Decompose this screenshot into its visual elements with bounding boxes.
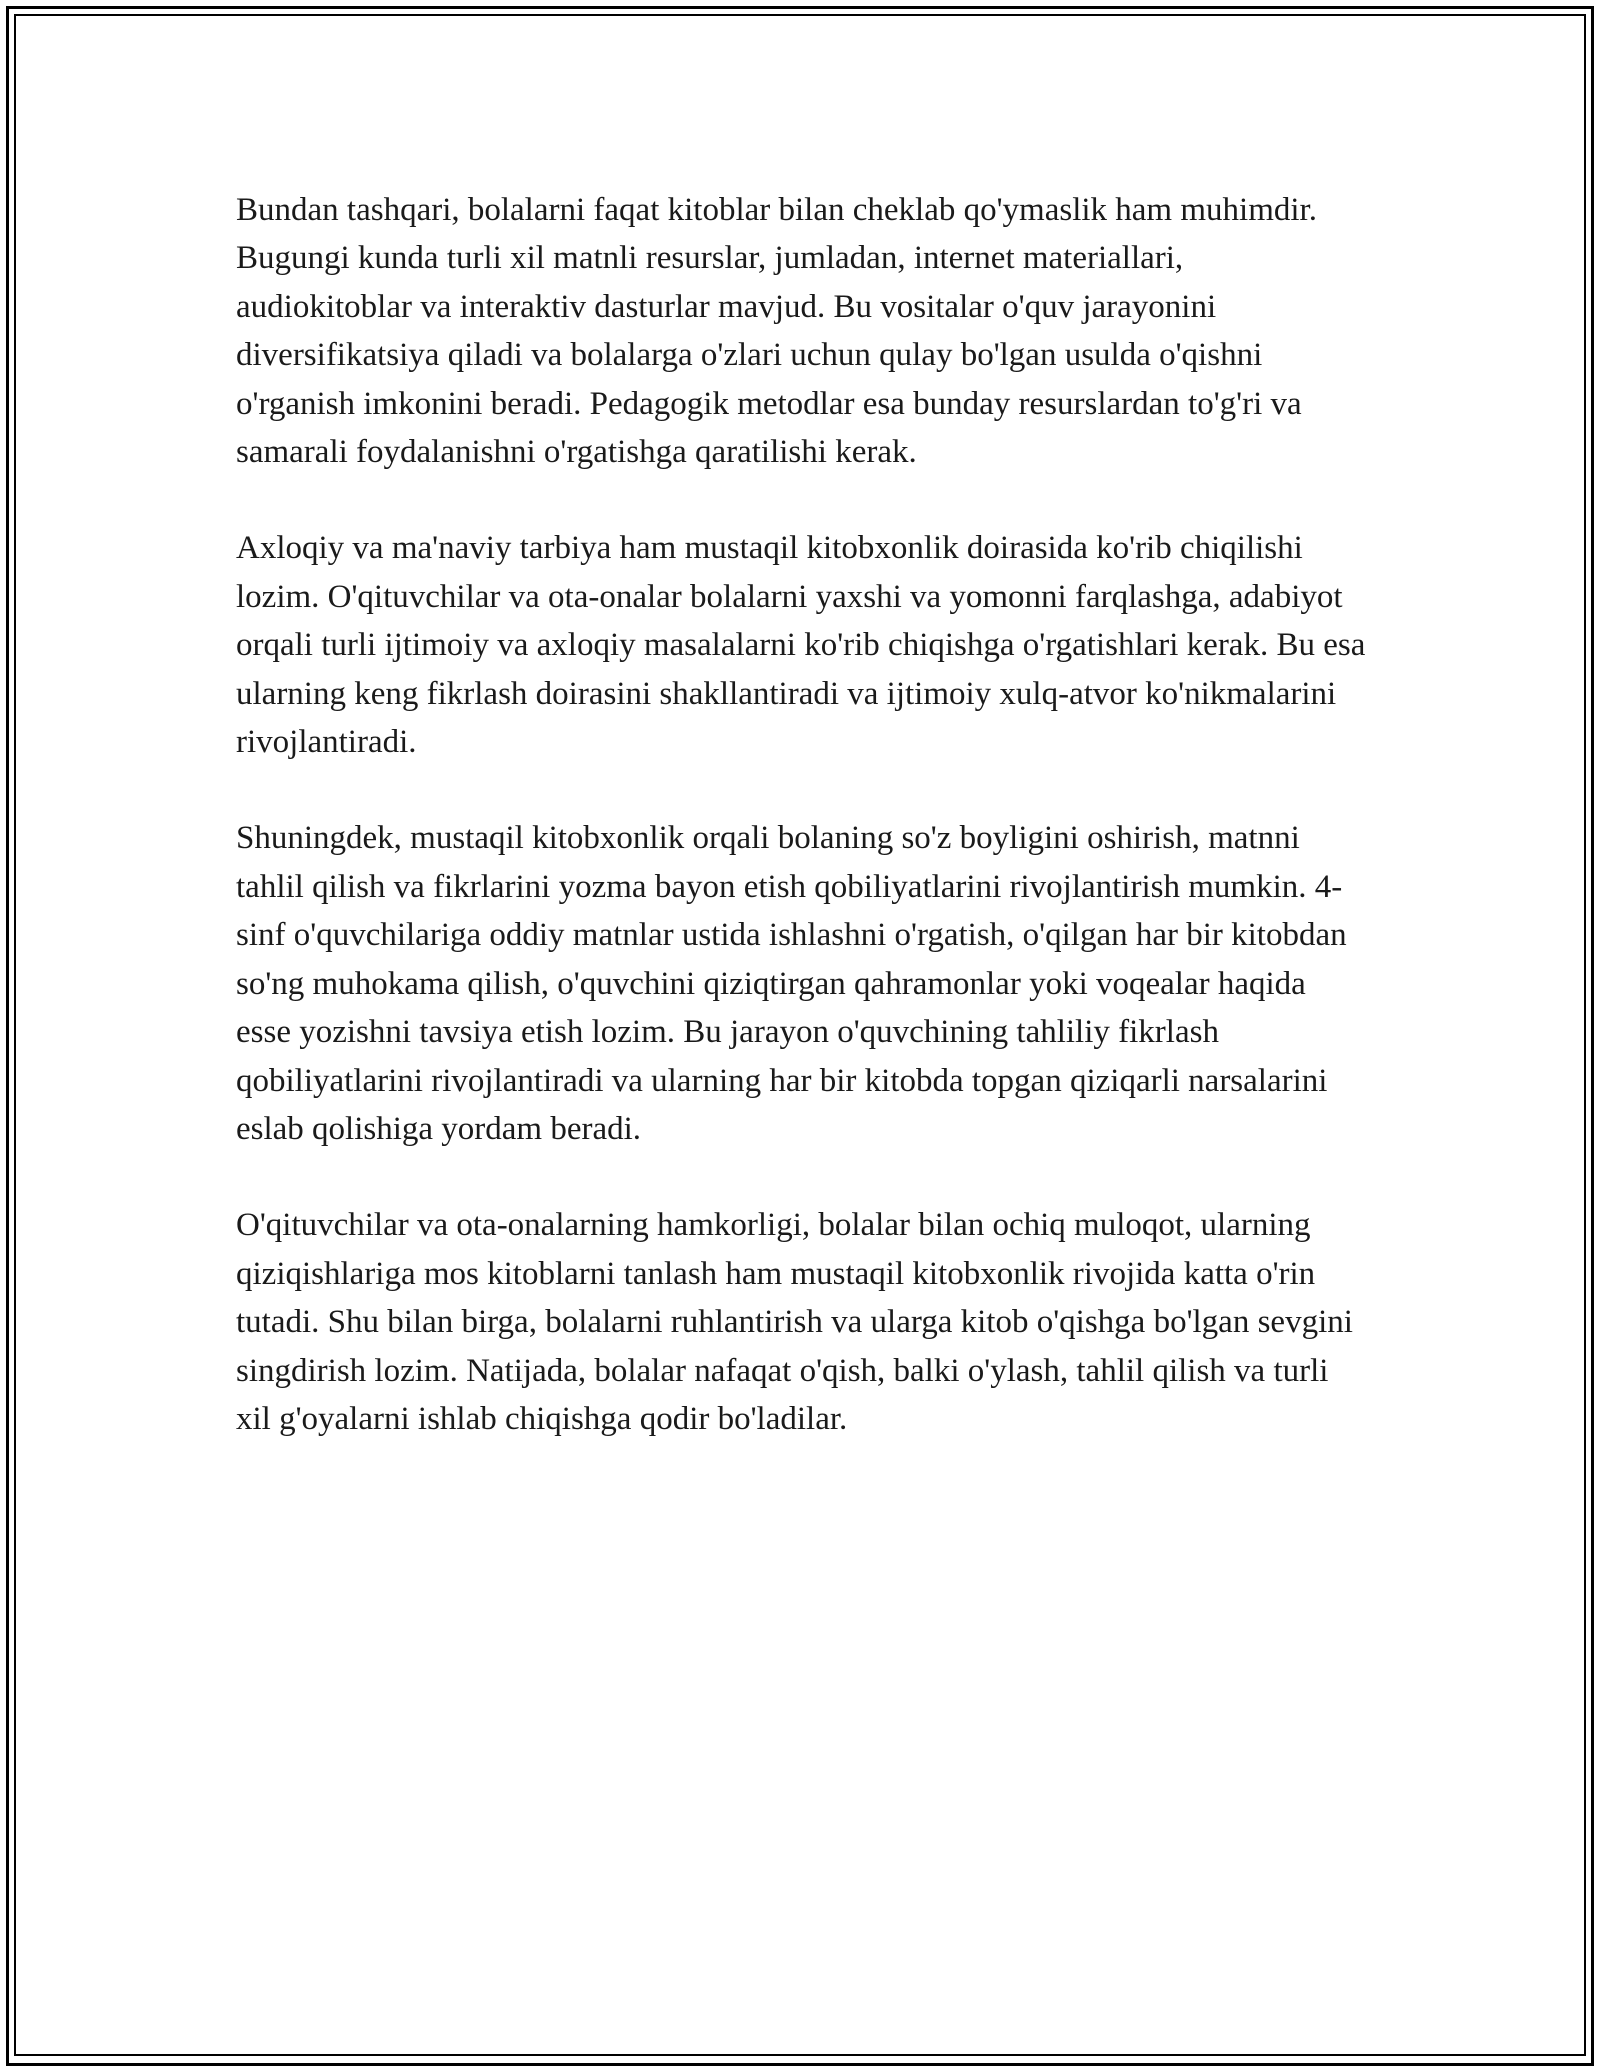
document-body [236, 186, 1366, 1491]
paragraph-1: Bundan tashqari, bolalarni faqat kitoblar bilan cheklab qo'ymaslik ham muhimdir. Bugungi kunda turli xil matnli resurslar, jumladan, internet materiallari, audiokitoblar va interaktiv dasturlar mavjud. Bu vositalar o'quv jarayonini diversifikatsiya qiladi va bolalarga o'zlari uchun qulay bo'lgan usulda o'qishni o'rganish imkonini beradi. Pedagogik metodlar esa bunday resurslardan to'g'ri va samarali foydalanishni o'rgatishga qaratilishi kerak. [236, 192, 1317, 471]
paragraph-3: Shuningdek, mustaqil kitobxonlik orqali bolaning so'z boyligini oshirish, matnni tahlil qilish va fikrlarini yozma bayon etish qobiliyatlarini rivojlantirish mumkin. 4-sinf o'quvchilariga oddiy matnlar ustida ishlashni o'rgatish, o'qilgan har bir kitobdan so'ng muhokama qilish, o'quvchini qiziqtirgan qahramonlar yoki voqealar haqida esse yozishni tavsiya etish lozim. Bu jarayon o'quvchining tahliliy fikrlash qobiliyatlarini rivojlantiradi va ularning har bir kitobda topgan qiziqarli narsalarini eslab qolishiga yordam beradi. [236, 820, 1347, 1147]
paragraph-4: O'qituvchilar va ota-onalarning hamkorligi, bolalar bilan ochiq muloqot, ularning qiziqishlariga mos kitoblarni tanlash ham mustaqil kitobxonlik rivojida katta o'rin tutadi. Shu bilan birga, bolalarni ruhlantirish va ularga kitob o'qishga bo'lgan sevgini singdirish lozim. Natijada, bolalar nafaqat o'qish, balki o'ylash, tahlil qilish va turli xil g'oyalarni ishlab chiqishga qodir bo'ladilar. [236, 1207, 1353, 1437]
paragraph-2: Axloqiy va ma'naviy tarbiya ham mustaqil kitobxonlik doirasida ko'rib chiqilishi lozim. O'qituvchilar va ota-onalar bolalarni yaxshi va yomonni farqlashga, adabiyot orqali turli ijtimoiy va axloqiy masalalarni ko'rib chiqishga o'rgatishlari kerak. Bu esa ularning keng fikrlash doirasini shakllantiradi va ijtimoiy xulq-atvor ko'nikmalarini rivojlantiradi. [236, 530, 1366, 761]
